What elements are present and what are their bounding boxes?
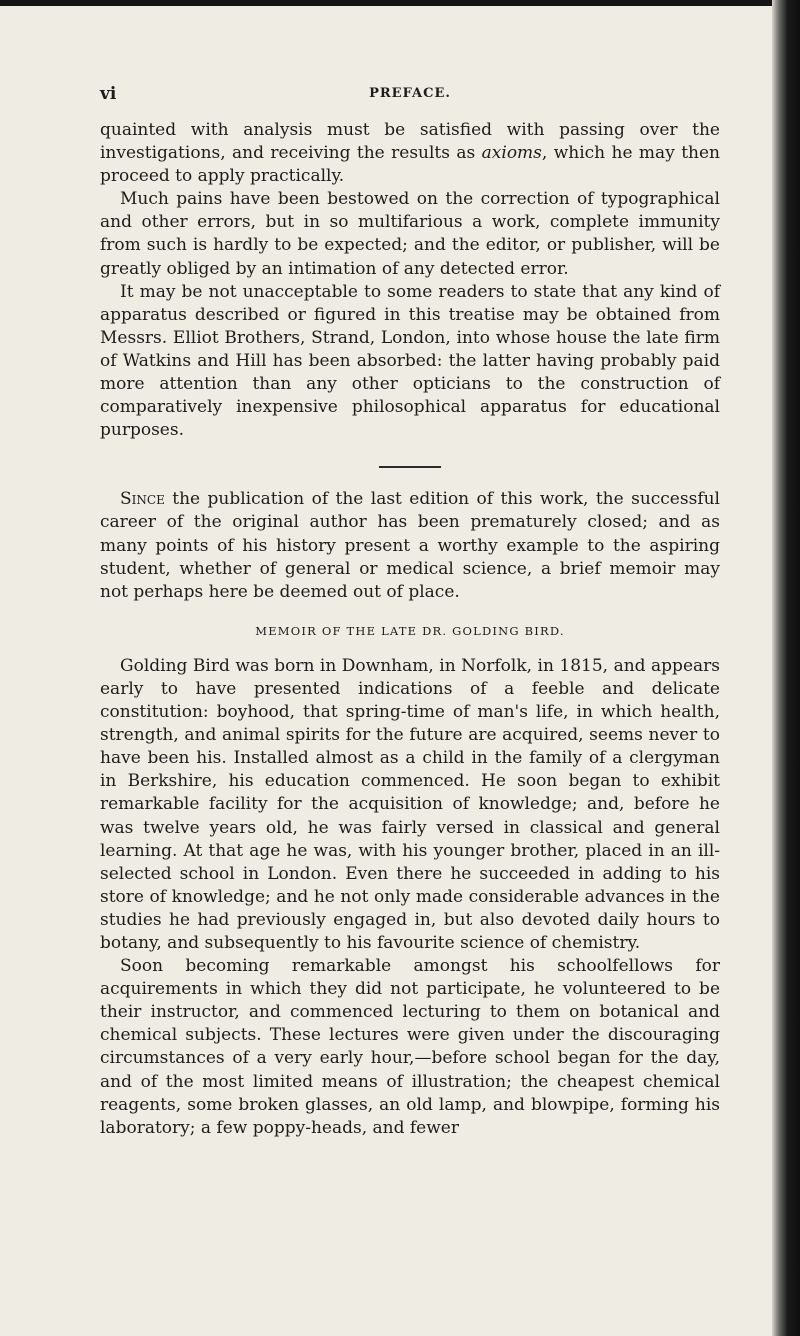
top-edge-shadow — [0, 0, 800, 6]
memoir-heading: MEMOIR OF THE LATE DR. GOLDING BIRD. — [255, 623, 565, 638]
page-body — [100, 119, 720, 1140]
running-title: PREFACE. — [369, 86, 451, 101]
paragraph-4-lead: Since — [120, 489, 165, 510]
section-divider — [379, 466, 441, 468]
paragraph-1 — [100, 119, 720, 188]
paragraph-4-text: the publication of the last edition of this work, the successful career of the original author has been prematurely closed; and as many points of his history present a worthy example to the aspiring student, whether of general or medical science, a brief memoir may not perhaps here be deemed out of place. — [100, 489, 720, 602]
paragraph-1-end: , which he may then proceed to apply practically. — [100, 143, 720, 187]
running-head — [100, 84, 720, 108]
book-spine-shadow — [772, 0, 800, 1336]
page-number: vi — [100, 84, 117, 104]
paragraph-1-italic: axioms — [481, 143, 542, 164]
paragraph-2: Much pains have been bestowed on the correction of typographical and other errors, but in so multifarious a work, complete immunity from such is hardly to be expected; and the editor, or publisher, will be greatly obliged by an intimation of any detected error. — [100, 189, 720, 279]
paragraph-5: Golding Bird was born in Downham, in Norfolk, in 1815, and appears early to have presented indications of a feeble and delicate constitution: boyhood, that spring-time of man's life, in which health, strength, and animal spirits for the future are acquired, seems never to have been his. Installed almost as a child in the family of a clergyman in Berkshire, his education commenced. He soon began to exhibit remarkable facility for the acquisition of knowledge; and, before he was twelve years old, he was fairly versed in classical and general learning. At that age he was, with his younger brother, placed in an ill-selected school in London. Even there he succeeded in adding to his store of knowledge; and he not only made considerable advances in the studies he had previously engaged in, but also devoted daily hours to botany, and subsequently to his favourite science of chemistry. — [100, 655, 720, 953]
paragraph-6: Soon becoming remarkable amongst his schoolfellows for acquirements in which they did not participate, he volunteered to be their instructor, and commenced lecturing to them on botanical and chemical subjects. These lectures were given under the discouraging circumstances of a very early hour,—before school began for the day, and of the most limited means of illustration; the cheapest chemical reagents, some broken glasses, an old lamp, and blowpipe, forming his laboratory; a few poppy-heads, and fewer — [100, 956, 720, 1138]
paragraph-4 — [100, 488, 720, 603]
paragraph-1-text: quainted with analysis must be satisfied with passing over the investigations, and receiving the results as — [100, 120, 720, 164]
paragraph-3: It may be not unacceptable to some readers to state that any kind of apparatus described or figured in this treatise may be obtained from Messrs. Elliot Brothers, Strand, London, into whose house the late firm of Watkins and Hill has been absorbed: the latter having probably paid more attention than any other opticians to the construction of comparatively inexpensive philosophical apparatus for educational purposes. — [100, 281, 720, 441]
